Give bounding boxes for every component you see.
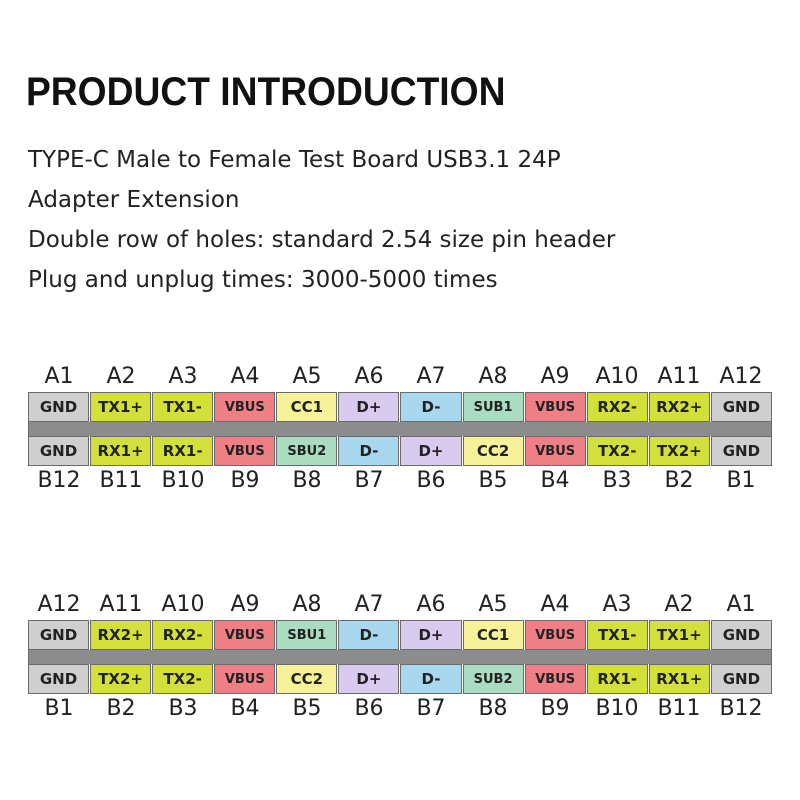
pin-label: A9 [230, 592, 260, 617]
pin-label: B5 [478, 468, 508, 493]
pin-label: A7 [416, 364, 446, 389]
pin-label: A8 [292, 592, 322, 617]
pin-cell: RX2- [152, 620, 213, 650]
connector-divider-bar [28, 422, 772, 436]
pin-label: B11 [657, 696, 701, 721]
pin-cell: D+ [400, 436, 461, 466]
pin-label: A1 [44, 364, 74, 389]
pin-label: B1 [726, 468, 756, 493]
pin-label: A4 [540, 592, 570, 617]
pinout-diagram-female [28, 590, 772, 724]
pin-cell: RX1- [587, 664, 648, 694]
pin-label: B5 [292, 696, 322, 721]
pin-label: B1 [44, 696, 74, 721]
bottom-pin-labels [28, 694, 772, 724]
pin-label: B4 [230, 696, 260, 721]
pin-cell: SUB2 [463, 664, 524, 694]
product-description [28, 140, 615, 300]
top-pin-labels [28, 362, 772, 392]
pin-cell: VBUS [214, 436, 275, 466]
pin-label: A8 [478, 364, 508, 389]
pin-label: B8 [478, 696, 508, 721]
pin-cell: TX2+ [649, 436, 710, 466]
pin-label: A6 [354, 364, 384, 389]
pin-cell: RX1- [152, 436, 213, 466]
bottom-pin-row [28, 664, 772, 694]
pin-cell: VBUS [525, 620, 586, 650]
pin-cell: GND [28, 436, 89, 466]
pin-cell: TX1+ [649, 620, 710, 650]
top-pin-labels [28, 590, 772, 620]
pin-cell: GND [711, 620, 772, 650]
pin-cell: VBUS [214, 664, 275, 694]
pin-label: B6 [354, 696, 384, 721]
pin-cell: TX2- [587, 436, 648, 466]
description-line: Adapter Extension [28, 187, 240, 213]
pin-label: A9 [540, 364, 570, 389]
pin-label: B2 [106, 696, 136, 721]
pin-label: A1 [726, 592, 756, 617]
pin-cell: D- [400, 664, 461, 694]
pin-cell: D- [400, 392, 461, 422]
pin-label: B7 [416, 696, 446, 721]
pin-label: A12 [37, 592, 81, 617]
top-pin-row [28, 392, 772, 422]
description-line: TYPE-C Male to Female Test Board USB3.1 24P [28, 147, 561, 173]
pin-label: B7 [354, 468, 384, 493]
pin-cell: SUB1 [463, 392, 524, 422]
pin-cell: TX1- [587, 620, 648, 650]
pin-label: A3 [602, 592, 632, 617]
pin-cell: GND [711, 392, 772, 422]
pin-label: B12 [37, 468, 81, 493]
pin-cell: D+ [338, 664, 399, 694]
top-pin-row [28, 620, 772, 650]
pin-cell: GND [28, 620, 89, 650]
pin-label: A12 [719, 364, 763, 389]
pin-cell: GND [28, 392, 89, 422]
pin-label: A10 [595, 364, 639, 389]
pin-cell: RX1+ [90, 436, 151, 466]
description-line: Plug and unplug times: 3000-5000 times [28, 267, 498, 293]
pin-cell: VBUS [525, 664, 586, 694]
pin-label: A11 [657, 364, 701, 389]
pin-label: B3 [168, 696, 198, 721]
description-line: Double row of holes: standard 2.54 size pin header [28, 227, 616, 253]
pin-label: B10 [595, 696, 639, 721]
pin-label: B11 [99, 468, 143, 493]
pin-label: B4 [540, 468, 570, 493]
pin-cell: CC1 [463, 620, 524, 650]
pin-cell: VBUS [525, 436, 586, 466]
pin-cell: D- [338, 436, 399, 466]
pin-cell: RX1+ [649, 664, 710, 694]
pin-label: A5 [292, 364, 322, 389]
pin-cell: RX2- [587, 392, 648, 422]
pin-label: A2 [664, 592, 694, 617]
pin-label: A6 [416, 592, 446, 617]
pin-cell: TX2- [152, 664, 213, 694]
pin-cell: CC1 [276, 392, 337, 422]
pin-label: A2 [106, 364, 136, 389]
pin-cell: D- [338, 620, 399, 650]
pin-cell: RX2+ [649, 392, 710, 422]
pin-cell: SBU2 [276, 436, 337, 466]
bottom-pin-row [28, 436, 772, 466]
pin-label: B12 [719, 696, 763, 721]
pin-cell: CC2 [463, 436, 524, 466]
pin-cell: VBUS [525, 392, 586, 422]
pin-cell: VBUS [214, 392, 275, 422]
pin-cell: RX2+ [90, 620, 151, 650]
pin-cell: TX2+ [90, 664, 151, 694]
pin-label: A11 [99, 592, 143, 617]
pin-cell: TX1+ [90, 392, 151, 422]
page-title: PRODUCT INTRODUCTION [26, 70, 506, 114]
pin-cell: GND [28, 664, 89, 694]
pin-label: A3 [168, 364, 198, 389]
pin-label: A5 [478, 592, 508, 617]
bottom-pin-labels [28, 466, 772, 496]
pin-cell: CC2 [276, 664, 337, 694]
pinout-diagram-male [28, 362, 772, 496]
pin-cell: D+ [400, 620, 461, 650]
pin-label: B10 [161, 468, 205, 493]
pin-cell: D+ [338, 392, 399, 422]
pin-cell: GND [711, 436, 772, 466]
connector-divider-bar [28, 650, 772, 664]
pin-cell: VBUS [214, 620, 275, 650]
pin-label: B3 [602, 468, 632, 493]
pin-label: B6 [416, 468, 446, 493]
pin-label: B9 [230, 468, 260, 493]
pin-label: A7 [354, 592, 384, 617]
pin-label: A10 [161, 592, 205, 617]
pin-label: B2 [664, 468, 694, 493]
pin-cell: SBU1 [276, 620, 337, 650]
pin-cell: TX1- [152, 392, 213, 422]
pin-label: A4 [230, 364, 260, 389]
pin-label: B9 [540, 696, 570, 721]
pin-cell: GND [711, 664, 772, 694]
pin-label: B8 [292, 468, 322, 493]
